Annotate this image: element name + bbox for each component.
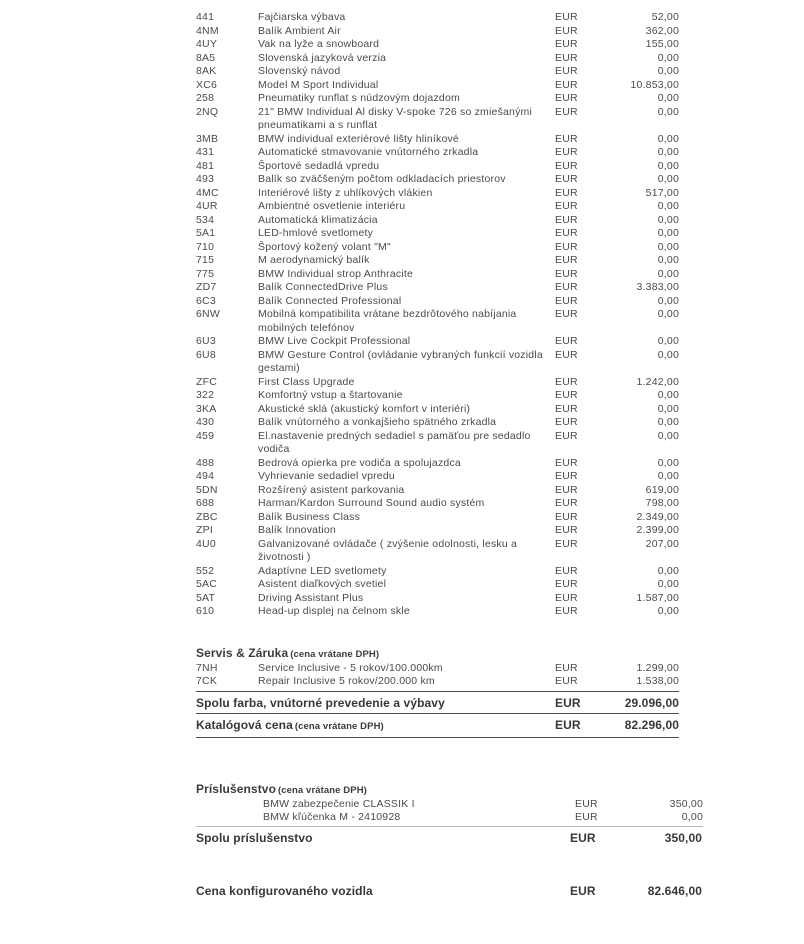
- option-code: 6U8: [196, 348, 216, 361]
- service-description: Repair Inclusive 5 rokov/200.000 km: [258, 675, 435, 687]
- currency-label: EUR: [555, 497, 578, 509]
- currency-label: EUR: [575, 797, 598, 810]
- accessory-row: [196, 798, 703, 812]
- total-row-accessories: [196, 827, 702, 845]
- option-code: 4NM: [196, 24, 219, 37]
- option-price: 2.349,00: [636, 510, 679, 523]
- currency-label: EUR: [555, 267, 578, 280]
- option-description: Slovenský návod: [258, 65, 341, 77]
- option-row: [196, 349, 804, 376]
- accessories-total-label: Spolu príslušenstvo: [196, 830, 313, 845]
- option-description: M aerodynamický balík: [258, 254, 370, 266]
- accessory-price: 350,00: [669, 797, 703, 810]
- total-row-configured-vehicle: [196, 884, 702, 898]
- currency-label: EUR: [555, 240, 578, 253]
- currency-label: EUR: [555, 605, 578, 617]
- option-row: [196, 281, 804, 295]
- total-row-equipment: [196, 692, 679, 714]
- service-description: Service Inclusive - 5 rokov/100.000km: [258, 661, 443, 674]
- currency-label: EUR: [555, 173, 578, 185]
- option-code: 430: [196, 416, 215, 428]
- service-row: [196, 675, 679, 689]
- option-code: 459: [196, 429, 215, 442]
- option-price: 619,00: [645, 483, 679, 496]
- currency-label: EUR: [555, 159, 578, 172]
- option-row: [196, 308, 804, 335]
- option-row: [196, 200, 804, 214]
- option-code: 6C3: [196, 294, 216, 307]
- options-table: [196, 11, 804, 619]
- option-price: 0,00: [657, 416, 679, 428]
- currency-label: EUR: [555, 675, 578, 687]
- option-price: 0,00: [657, 402, 679, 415]
- currency-label: EUR: [555, 254, 578, 266]
- accessory-description: BMW zabezpečenie CLASSIK I: [263, 797, 415, 810]
- option-description: Head-up displej na čelnom skle: [258, 605, 410, 617]
- option-price: 0,00: [657, 159, 679, 172]
- option-description: BMW individual exteriérové lišty hliníkové: [258, 132, 459, 145]
- currency-label: EUR: [555, 105, 578, 118]
- option-price: 0,00: [657, 51, 679, 64]
- option-code: 8AK: [196, 65, 217, 77]
- currency-label: EUR: [555, 661, 578, 674]
- option-code: XC6: [196, 78, 218, 91]
- currency-label: EUR: [555, 402, 578, 415]
- option-description: Balík Ambient Air: [258, 24, 341, 37]
- option-code: 610: [196, 605, 215, 617]
- currency-label: EUR: [555, 24, 578, 37]
- option-row: [196, 268, 804, 282]
- option-code: ZBC: [196, 510, 218, 523]
- option-code: 710: [196, 240, 215, 253]
- currency-label: EUR: [555, 186, 578, 199]
- accessory-row: [196, 811, 703, 825]
- currency-label: EUR: [555, 92, 578, 104]
- service-code: 7CK: [196, 675, 218, 687]
- currency-label: EUR: [555, 717, 581, 732]
- currency-label: EUR: [555, 51, 578, 64]
- option-row: [196, 79, 804, 93]
- accessories-table: [196, 798, 703, 827]
- option-row: [196, 430, 804, 457]
- option-price: 207,00: [645, 537, 679, 550]
- currency-label: EUR: [555, 213, 578, 226]
- option-row: [196, 241, 804, 255]
- option-description: Akustické sklá (akustický komfort v interiéri): [258, 402, 471, 415]
- currency-label: EUR: [555, 524, 578, 536]
- catalog-price-note: (cena vrátane DPH): [294, 720, 384, 732]
- option-price: 0,00: [657, 605, 679, 617]
- option-code: 5DN: [196, 483, 218, 496]
- accessory-indent: [196, 811, 263, 825]
- currency-label: EUR: [555, 335, 578, 347]
- option-description: Balík so zväčšeným počtom odkladacích priestorov: [258, 173, 506, 185]
- option-price: 0,00: [657, 200, 679, 212]
- option-price: 0,00: [657, 308, 679, 320]
- option-price: 0,00: [657, 294, 679, 307]
- option-row: [196, 38, 804, 52]
- option-description: Automatické stmavovanie vnútorného zrkadla: [258, 146, 479, 158]
- option-code: 715: [196, 254, 215, 266]
- option-code: 493: [196, 173, 215, 185]
- option-row: [196, 524, 804, 538]
- option-description: Pneumatiky runflat s núdzovým dojazdom: [258, 92, 460, 104]
- option-price: 362,00: [645, 24, 679, 37]
- option-code: 481: [196, 159, 215, 172]
- option-row: [196, 25, 804, 39]
- option-description: LED-hmlové svetlomety: [258, 227, 374, 239]
- option-code: 441: [196, 11, 215, 23]
- service-price: 1.299,00: [636, 661, 679, 674]
- currency-label: EUR: [555, 38, 578, 50]
- option-code: 8A5: [196, 51, 216, 64]
- option-row: [196, 106, 804, 133]
- option-description: Balík vnútorného a vonkajšieho spätného zrkadla: [258, 416, 497, 428]
- option-row: [196, 133, 804, 147]
- option-price: 0,00: [657, 578, 679, 590]
- option-row: [196, 403, 804, 417]
- option-code: ZD7: [196, 281, 217, 293]
- option-price: 0,00: [657, 254, 679, 266]
- option-row: [196, 605, 804, 619]
- option-description: Mobilná kompatibilita vrátane bezdrôtového nabíjania mobilných telefónov: [258, 308, 517, 334]
- currency-label: EUR: [555, 65, 578, 77]
- option-code: 3KA: [196, 402, 217, 415]
- accessories-section-title: Príslušenstvo: [196, 781, 276, 796]
- option-description: BMW Live Cockpit Professional: [258, 335, 411, 347]
- option-code: ZFC: [196, 375, 218, 388]
- currency-label: EUR: [555, 510, 578, 523]
- option-price: 52,00: [651, 11, 679, 23]
- currency-label: EUR: [570, 883, 596, 898]
- option-price: 0,00: [657, 348, 679, 361]
- currency-label: EUR: [555, 375, 578, 388]
- option-code: 4MC: [196, 186, 219, 199]
- service-section-note: (cena vrátane DPH): [290, 648, 380, 660]
- currency-label: EUR: [570, 830, 596, 845]
- option-description: Driving Assistant Plus: [258, 591, 364, 604]
- option-description: Slovenská jazyková verzia: [258, 51, 387, 64]
- catalog-price-label-text: Katalógová cena: [196, 717, 293, 732]
- option-row: [196, 511, 804, 525]
- option-row: [196, 173, 804, 187]
- service-table: [196, 662, 679, 692]
- option-price: 10.853,00: [630, 78, 679, 91]
- option-description: Adaptívne LED svetlomety: [258, 564, 387, 577]
- option-price: 0,00: [657, 564, 679, 577]
- catalog-price-value: 82.296,00: [624, 717, 679, 732]
- option-description: Interiérové lišty z uhlíkových vlákien: [258, 186, 433, 199]
- option-price: 0,00: [657, 213, 679, 226]
- currency-label: EUR: [555, 281, 578, 293]
- option-price: 0,00: [657, 429, 679, 442]
- option-code: 6NW: [196, 308, 220, 320]
- option-price: 1.242,00: [636, 375, 679, 388]
- option-description: Harman/Kardon Surround Sound audio systém: [258, 497, 485, 509]
- option-description: BMW Individual strop Anthracite: [258, 267, 414, 280]
- option-row: [196, 65, 804, 79]
- accessory-indent: [196, 798, 263, 812]
- option-code: 5AT: [196, 591, 216, 604]
- service-section-title: Servis & Záruka: [196, 645, 289, 660]
- option-price: 0,00: [657, 65, 679, 77]
- option-description: Model M Sport Individual: [258, 78, 379, 91]
- option-price: 0,00: [657, 267, 679, 280]
- option-row: [196, 470, 804, 484]
- option-description: 21" BMW Individual Al disky V-spoke 726 so zmiešanými pneumatikami a s runflat: [258, 105, 533, 131]
- option-code: 258: [196, 92, 215, 104]
- currency-label: EUR: [555, 695, 581, 710]
- option-code: 5A1: [196, 227, 216, 239]
- option-description: Vak na lyže a snowboard: [258, 38, 380, 50]
- option-price: 0,00: [657, 132, 679, 145]
- currency-label: EUR: [555, 591, 578, 604]
- option-code: 4U0: [196, 537, 216, 550]
- option-row: [196, 457, 804, 471]
- currency-label: EUR: [555, 416, 578, 428]
- accessories-section-note: (cena vrátane DPH): [278, 784, 367, 796]
- currency-label: EUR: [555, 227, 578, 239]
- option-code: 4UY: [196, 38, 218, 50]
- option-row: [196, 497, 804, 511]
- option-price: 0,00: [657, 389, 679, 401]
- configured-vehicle-price: 82.646,00: [647, 883, 702, 898]
- currency-label: EUR: [555, 132, 578, 145]
- option-row: [196, 389, 804, 403]
- option-description: Komfortný vstup a štartovanie: [258, 389, 403, 401]
- option-price: 155,00: [645, 38, 679, 50]
- currency-label: EUR: [555, 429, 578, 442]
- option-row: [196, 11, 804, 25]
- currency-label: EUR: [555, 456, 578, 469]
- currency-label: EUR: [555, 78, 578, 91]
- option-code: 3MB: [196, 132, 219, 145]
- currency-label: EUR: [555, 483, 578, 496]
- option-code: 688: [196, 497, 215, 509]
- option-code: 322: [196, 389, 215, 401]
- option-row: [196, 146, 804, 160]
- option-row: [196, 484, 804, 498]
- option-price: 0,00: [657, 146, 679, 158]
- option-description: Športový kožený volant "M": [258, 240, 391, 253]
- currency-label: EUR: [555, 200, 578, 212]
- currency-label: EUR: [555, 348, 578, 361]
- catalog-price-label: [196, 718, 555, 734]
- option-description: Balík Connected Professional: [258, 294, 402, 307]
- currency-label: EUR: [555, 294, 578, 307]
- option-price: 0,00: [657, 456, 679, 469]
- option-description: Športové sedadlá vpredu: [258, 159, 380, 172]
- configured-vehicle-label: Cena konfigurovaného vozidla: [196, 883, 373, 898]
- accessories-section-heading: [196, 782, 804, 798]
- option-code: ZPI: [196, 524, 213, 536]
- option-description: Balík Innovation: [258, 524, 336, 536]
- option-row: [196, 592, 804, 606]
- currency-label: EUR: [555, 537, 578, 550]
- option-row: [196, 538, 804, 565]
- currency-label: EUR: [555, 308, 578, 320]
- option-price: 0,00: [657, 470, 679, 482]
- service-price: 1.538,00: [636, 675, 679, 687]
- option-price: 0,00: [657, 227, 679, 239]
- option-row: [196, 187, 804, 201]
- currency-label: EUR: [555, 146, 578, 158]
- option-description: BMW Gesture Control (ovládanie vybraných funkcií vozidla gestami): [258, 348, 543, 374]
- option-row: [196, 416, 804, 430]
- option-code: 431: [196, 146, 215, 158]
- service-section-heading: [196, 646, 804, 662]
- option-price: 3.383,00: [636, 281, 679, 293]
- currency-label: EUR: [575, 811, 598, 823]
- service-code: 7NH: [196, 661, 218, 674]
- option-description: Rozšírený asistent parkovania: [258, 483, 405, 496]
- accessory-description: BMW kľúčenka M - 2410928: [263, 811, 401, 823]
- currency-label: EUR: [555, 578, 578, 590]
- option-description: Vyhrievanie sedadiel vpredu: [258, 470, 395, 482]
- currency-label: EUR: [555, 470, 578, 482]
- option-price: 0,00: [657, 240, 679, 253]
- option-description: First Class Upgrade: [258, 375, 355, 388]
- accessories-total-price: 350,00: [664, 830, 702, 845]
- option-row: [196, 578, 804, 592]
- currency-label: EUR: [555, 11, 578, 23]
- option-row: [196, 376, 804, 390]
- option-price: 0,00: [657, 105, 679, 118]
- equipment-total-price: 29.096,00: [624, 695, 679, 710]
- option-price: 0,00: [657, 173, 679, 185]
- option-code: 775: [196, 267, 215, 280]
- option-row: [196, 565, 804, 579]
- option-code: 488: [196, 456, 215, 469]
- total-row-catalog-price: [196, 714, 679, 738]
- option-row: [196, 52, 804, 66]
- option-price: 0,00: [657, 92, 679, 104]
- option-description: Asistent diaľkových svetiel: [258, 578, 387, 590]
- option-description: Automatická klimatizácia: [258, 213, 378, 226]
- option-row: [196, 254, 804, 268]
- option-description: Bedrová opierka pre vodiča a spolujazdca: [258, 456, 461, 469]
- option-row: [196, 214, 804, 228]
- option-code: 552: [196, 564, 215, 577]
- option-description: Balík ConnectedDrive Plus: [258, 281, 388, 293]
- currency-label: EUR: [555, 389, 578, 401]
- option-code: 6U3: [196, 335, 216, 347]
- option-code: 494: [196, 470, 215, 482]
- option-code: 534: [196, 213, 215, 226]
- equipment-total-label: Spolu farba, vnútorné prevedenie a výbavy: [196, 695, 445, 710]
- option-row: [196, 295, 804, 309]
- option-price: 517,00: [645, 186, 679, 199]
- option-price: 798,00: [645, 497, 679, 509]
- option-price: 2.399,00: [636, 524, 679, 536]
- option-description: El.nastavenie predných sedadiel s pamäťou pre sedadlo vodiča: [258, 429, 531, 455]
- service-row: [196, 662, 679, 676]
- option-code: 2NQ: [196, 105, 219, 118]
- option-description: Ambientné osvetlenie interiéru: [258, 200, 406, 212]
- option-description: Fajčiarska výbava: [258, 11, 346, 23]
- option-row: [196, 160, 804, 174]
- option-row: [196, 92, 804, 106]
- option-price: 1.587,00: [636, 591, 679, 604]
- option-description: Balík Business Class: [258, 510, 361, 523]
- option-code: 5AC: [196, 578, 218, 590]
- option-code: 4UR: [196, 200, 218, 212]
- option-price: 0,00: [657, 335, 679, 347]
- option-row: [196, 335, 804, 349]
- currency-label: EUR: [555, 564, 578, 577]
- option-row: [196, 227, 804, 241]
- accessory-price: 0,00: [681, 811, 703, 823]
- option-description: Galvanizované ovládače ( zvýšenie odolnosti, lesku a životnosti ): [258, 537, 518, 563]
